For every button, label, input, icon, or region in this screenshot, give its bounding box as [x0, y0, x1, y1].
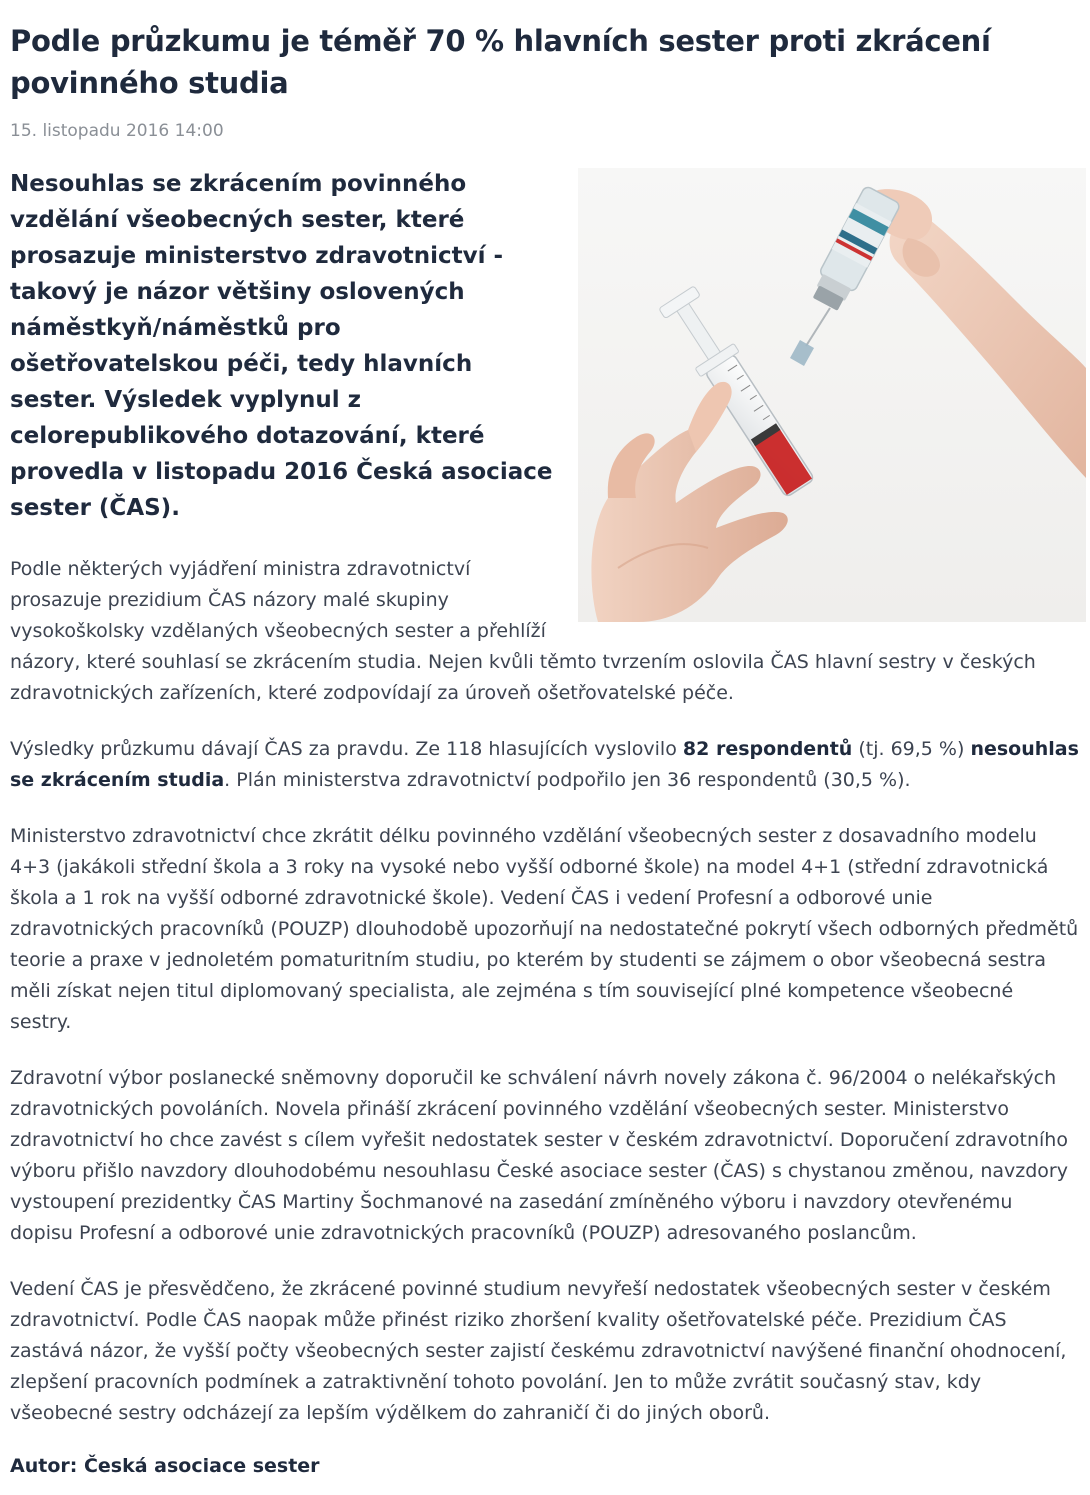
- article-lead: Nesouhlas se zkrácením povinného vzdělání všeobecných sester, které prosazuje ministerstvo zdravotnictví - takový je názor většiny oslovených náměstkyň/náměstků pro ošetřovatelskou péči, tedy hlavních sester. Výsledek vyplynul z celorepublikového dotazování, které provedla v listopadu 2016 Česká asociace sester (ČAS).: [10, 171, 553, 521]
- text-span: (tj. 69,5 %): [852, 738, 971, 760]
- highlight-disagreement: nesouhlas se zkrácením studia: [10, 738, 1079, 791]
- article-paragraph: Zdravotní výbor poslanecké sněmovny doporučil ke schválení návrh novely zákona č. 96/2004 o nelékařských zdravotnických povoláních. Novela přináší zkrácení povinného vzdělání všeobecných sester. Ministerstvo zdravotnictví ho chce zavést s cílem vyřešit nedostatek sester v českém zdravotnictví. Doporučení zdravotního výboru přišlo navzdory dlouhodobému nesouhlasu České asociace sester (ČAS) s chystanou změnou, navzdory vystoupení prezidentky ČAS Martiny Šochmanové na zasedání zmíněného výboru i navzdory otevřenému dopisu Profesní a odborové unie zdravotnických pracovníků (POUZP) adresovaného poslancům.: [10, 1067, 1068, 1244]
- article-paragraph: Podle některých vyjádření ministra zdravotnictví prosazuje prezidium ČAS názory malé skupiny vysokoškolsky vzdělaných všeobecných sester a přehlíží názory, které souhlasí se zkrácením studia. Nejen kvůli těmto tvrzením oslovila ČAS hlavní sestry v českých zdravotnických zařízeních, které zodpovídají za úroveň ošetřovatelské péče.: [10, 558, 1036, 704]
- article-title: Podle průzkumu je téměř 70 % hlavních sester proti zkrácení povinného studia: [10, 24, 991, 100]
- article-date: 15. listopadu 2016 14:00: [10, 121, 224, 141]
- article-paragraph: Ministerstvo zdravotnictví chce zkrátit délku povinného vzdělání všeobecných sester z dosavadního modelu 4+3 (jakákoli střední škola a 3 roky na vysoké nebo vyšší odborné škole) na model 4+1 (střední zdravotnická škola a 1 rok na vyšší odborné zdravotnické škole). Vedení ČAS i vedení Profesní a odborové unie zdravotnických pracovníků (POUZP) dlouhodobě upozorňují na nedostatečné pokrytí všech odborných předmětů teorie a praxe v jednoletém pomaturitním studiu, po kterém by studenti se zájmem o obor všeobecná sestra měli získat nejen titul diplomovaný specialista, ale zejména s tím související plné kompetence všeobecné sestry.: [10, 825, 1079, 1033]
- text-span: . Plán ministerstva zdravotnictví podpořilo jen 36 respondentů (30,5 %).: [224, 769, 911, 791]
- article-paragraph: Vedení ČAS je přesvědčeno, že zkrácené povinné studium nevyřeší nedostatek všeobecných sester v českém zdravotnictví. Podle ČAS naopak může přinést riziko zhoršení kvality ošetřovatelské péče. Prezidium ČAS zastává názor, že vyšší počty všeobecných sester zajistí českému zdravotnictví navýšené finanční ohodnocení, zlepšení pracovních podmínek a zatraktivnění tohoto povolání. Jen to může zvrátit současný stav, kdy všeobecné sestry odcházejí za lepším výdělkem do zahraničí či do jiných oborů.: [10, 1278, 1067, 1424]
- article-paragraph-results: [10, 734, 1080, 796]
- article-photo: [578, 168, 1086, 622]
- text-span: Výsledky průzkumu dávají ČAS za pravdu. Ze 118 hlasujících vyslovilo: [10, 738, 683, 760]
- article-author: Autor: Česká asociace sester: [10, 1455, 320, 1477]
- highlight-respondents: 82 respondentů: [682, 738, 853, 760]
- syringe-and-vial-photo-icon: [578, 168, 1086, 622]
